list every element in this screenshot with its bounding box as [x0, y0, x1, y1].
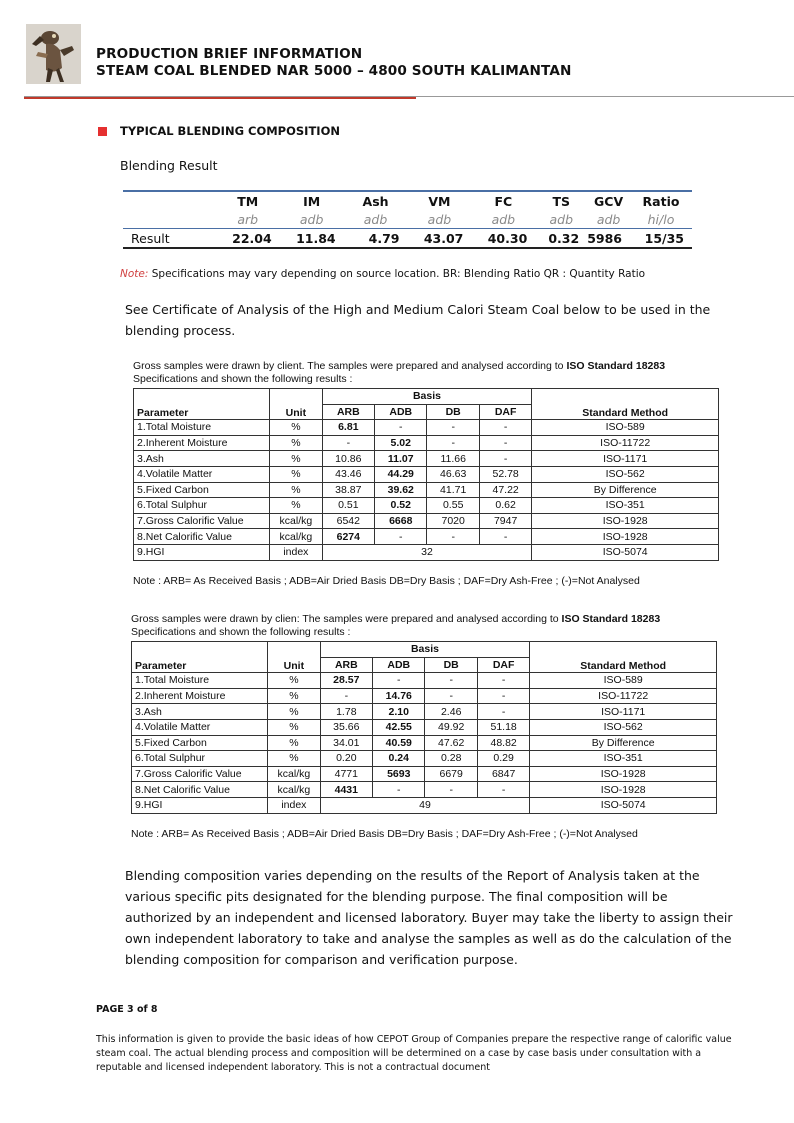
parameter-cell: 1.Total Moisture [134, 420, 270, 436]
value-cell: 28.57 [320, 673, 372, 689]
value-cell: 0.32 [535, 229, 587, 249]
specification-note [120, 268, 645, 280]
method-cell: ISO-1171 [530, 704, 717, 720]
value-cell: 40.59 [373, 735, 425, 751]
value-cell: 40.30 [471, 229, 535, 249]
parameter-cell: 3.Ash [134, 451, 270, 467]
header-cell: Ash [344, 191, 408, 210]
unit-cell: % [270, 435, 322, 451]
value-cell: - [427, 529, 479, 545]
value-cell: 32 [322, 544, 532, 560]
value-cell: 34.01 [320, 735, 372, 751]
value-cell: 0.62 [479, 498, 531, 514]
value-cell: - [322, 435, 374, 451]
value-cell: 46.63 [427, 466, 479, 482]
table-row [134, 498, 719, 514]
method-header: Standard Method [530, 642, 717, 673]
value-cell: - [373, 782, 425, 798]
unit-cell: adb [535, 210, 587, 229]
certificate-header-row [134, 389, 719, 405]
table-row [134, 435, 719, 451]
value-cell: 42.55 [373, 719, 425, 735]
value-cell: 11.07 [375, 451, 427, 467]
unit-cell: adb [587, 210, 630, 229]
method-cell: ISO-562 [530, 719, 717, 735]
parameter-header: Parameter [134, 389, 270, 420]
table-row [132, 704, 717, 720]
table-row [134, 513, 719, 529]
table-row-hgi [134, 544, 719, 560]
unit-cell: % [268, 704, 320, 720]
value-cell: 7947 [479, 513, 531, 529]
method-cell: ISO-5074 [530, 797, 717, 813]
table-row [132, 688, 717, 704]
unit-cell: % [270, 466, 322, 482]
value-cell: 0.28 [425, 751, 477, 767]
table-row [134, 420, 719, 436]
header-cell: Ratio [630, 191, 692, 210]
value-cell: 6542 [322, 513, 374, 529]
parameter-cell: 9.HGI [132, 797, 268, 813]
unit-cell: % [268, 688, 320, 704]
parameter-cell: 6.Total Sulphur [132, 751, 268, 767]
blank-cell [123, 191, 216, 210]
header-accent-divider [24, 97, 416, 99]
certificate-table [133, 388, 719, 561]
parameter-cell: 4.Volatile Matter [132, 719, 268, 735]
table-row [132, 735, 717, 751]
unit-cell: adb [280, 210, 344, 229]
value-cell: 49 [320, 797, 530, 813]
caption-standard: ISO Standard 18283 [561, 613, 661, 625]
table-row [132, 782, 717, 798]
unit-cell: adb [407, 210, 471, 229]
caption-standard: ISO Standard 18283 [566, 360, 666, 372]
value-cell: 0.24 [373, 751, 425, 767]
value-cell: 0.29 [477, 751, 529, 767]
blank-cell [123, 210, 216, 229]
method-cell: ISO-351 [530, 751, 717, 767]
value-cell: 35.66 [320, 719, 372, 735]
value-cell: 2.10 [373, 704, 425, 720]
value-cell: 41.71 [427, 482, 479, 498]
value-cell: - [425, 673, 477, 689]
header-title-line2: STEAM COAL BLENDED NAR 5000 – 4800 SOUTH KALIMANTAN [96, 63, 572, 79]
table-row [134, 451, 719, 467]
basis-header: Basis [322, 389, 532, 405]
value-cell: 5986 [587, 229, 630, 249]
parameter-cell: 1.Total Moisture [132, 673, 268, 689]
value-cell: 6.81 [322, 420, 374, 436]
unit-cell: hi/lo [630, 210, 692, 229]
method-header: Standard Method [532, 389, 719, 420]
method-cell: ISO-589 [530, 673, 717, 689]
method-cell: ISO-5074 [532, 544, 719, 560]
unit-cell: kcal/kg [268, 782, 320, 798]
certificate-footnote: Note : ARB= As Received Basis ; ADB=Air Dried Basis DB=Dry Basis ; DAF=Dry Ash-Free ; (-)=Not Analysed [133, 574, 640, 587]
value-cell: - [477, 673, 529, 689]
method-cell: ISO-1171 [532, 451, 719, 467]
value-cell: - [427, 435, 479, 451]
unit-cell: % [268, 673, 320, 689]
unit-cell: kcal/kg [270, 513, 322, 529]
value-cell: 43.46 [322, 466, 374, 482]
certificate-footnote: Note : ARB= As Received Basis ; ADB=Air Dried Basis DB=Dry Basis ; DAF=Dry Ash-Free ; (-)=Not Analysed [131, 827, 638, 840]
caption-text: Gross samples were drawn by client. The samples were prepared and analysed according to [133, 360, 567, 372]
value-cell: 0.55 [427, 498, 479, 514]
unit-cell: adb [471, 210, 535, 229]
value-cell: - [479, 529, 531, 545]
value-cell: 52.78 [479, 466, 531, 482]
parameter-header: Parameter [132, 642, 268, 673]
value-cell: 38.87 [322, 482, 374, 498]
value-cell: 47.22 [479, 482, 531, 498]
basis-cell: DAF [479, 404, 531, 420]
row-label: Result [123, 229, 216, 249]
blending-result-label: Blending Result [120, 158, 218, 173]
value-cell: 15/35 [630, 229, 692, 249]
value-cell: 4.79 [344, 229, 408, 249]
header-cell: FC [471, 191, 535, 210]
value-cell: 5693 [373, 766, 425, 782]
value-cell: 43.07 [407, 229, 471, 249]
section-bullet-icon [98, 127, 107, 136]
value-cell: 39.62 [375, 482, 427, 498]
header-cell: IM [280, 191, 344, 210]
value-cell: 11.66 [427, 451, 479, 467]
value-cell: 5.02 [375, 435, 427, 451]
value-cell: 0.52 [375, 498, 427, 514]
parameter-cell: 5.Fixed Carbon [132, 735, 268, 751]
value-cell: 4771 [320, 766, 372, 782]
unit-cell: kcal/kg [268, 766, 320, 782]
table-row [134, 529, 719, 545]
unit-cell: % [270, 498, 322, 514]
value-cell: 7020 [427, 513, 479, 529]
unit-cell: % [270, 451, 322, 467]
value-cell: - [375, 529, 427, 545]
parameter-cell: 2.Inherent Moisture [132, 688, 268, 704]
blending-units-row [123, 210, 692, 229]
basis-cell: ARB [322, 404, 374, 420]
value-cell: 1.78 [320, 704, 372, 720]
method-cell: By Difference [530, 735, 717, 751]
intro-paragraph: See Certificate of Analysis of the High and Medium Calori Steam Coal below to be used in the blending process. [125, 302, 711, 338]
table-row [132, 751, 717, 767]
value-cell: - [375, 420, 427, 436]
table-row [132, 673, 717, 689]
value-cell: 4431 [320, 782, 372, 798]
value-cell: 6668 [375, 513, 427, 529]
parameter-cell: 7.Gross Calorific Value [132, 766, 268, 782]
basis-cell: ARB [320, 657, 372, 673]
company-logo [26, 24, 81, 84]
basis-cell: DAF [477, 657, 529, 673]
parameter-cell: 6.Total Sulphur [134, 498, 270, 514]
certificate-header-row [132, 642, 717, 658]
basis-cell: DB [427, 404, 479, 420]
value-cell: 47.62 [425, 735, 477, 751]
value-cell: 14.76 [373, 688, 425, 704]
certificate-table [131, 641, 717, 814]
note-prefix: Note: [120, 268, 149, 280]
value-cell: - [425, 782, 477, 798]
table-row-hgi [132, 797, 717, 813]
unit-cell: kcal/kg [270, 529, 322, 545]
value-cell: - [477, 782, 529, 798]
value-cell: - [477, 688, 529, 704]
value-cell: - [427, 420, 479, 436]
basis-cell: ADB [375, 404, 427, 420]
value-cell: - [373, 673, 425, 689]
header-cell: GCV [587, 191, 630, 210]
parameter-cell: 2.Inherent Moisture [134, 435, 270, 451]
table-row [134, 482, 719, 498]
table-row [132, 719, 717, 735]
unit-cell: % [268, 751, 320, 767]
parameter-cell: 5.Fixed Carbon [134, 482, 270, 498]
blending-result-row [123, 229, 692, 249]
value-cell: 6847 [477, 766, 529, 782]
value-cell: 6679 [425, 766, 477, 782]
note-text: Specifications may vary depending on source location. BR: Blending Ratio QR : Quantity Ratio [148, 268, 646, 280]
basis-cell: ADB [373, 657, 425, 673]
header-cell: VM [407, 191, 471, 210]
blending-result-table [123, 190, 692, 249]
method-cell: ISO-1928 [532, 529, 719, 545]
value-cell: - [479, 435, 531, 451]
certificate-caption-line2: Specifications and shown the following results : [133, 373, 353, 385]
value-cell: - [425, 688, 477, 704]
unit-cell: index [268, 797, 320, 813]
parameter-cell: 9.HGI [134, 544, 270, 560]
certificate-medium-calori [131, 613, 717, 840]
method-cell: ISO-1928 [530, 766, 717, 782]
value-cell: 6274 [322, 529, 374, 545]
value-cell: 0.20 [320, 751, 372, 767]
disclaimer-text: This information is given to provide the basic ideas of how CEPOT Group of Companies prepare the respective range of calorific value steam coal. The actual blending process and composition will be determined on a case by case basis under consultation with a reputable and licensed independent laboratory. This is not a contractual document [96, 1034, 732, 1073]
unit-header: Unit [270, 389, 322, 420]
composition-paragraph: Blending composition varies depending on the results of the Report of Analysis taken at the various specific pits designated for the blending purpose. The final composition will be authorized by an independent and licensed laboratory. Buyer may take the liberty to assign their own independent laboratory to take and analyse the samples as well as do the calculation of the blending composition for comparison and verification purpose. [125, 868, 733, 967]
unit-cell: % [270, 482, 322, 498]
certificate-caption-line2: Specifications and shown the following results : [131, 626, 351, 638]
basis-cell: DB [425, 657, 477, 673]
method-cell: ISO-1928 [530, 782, 717, 798]
blending-header-row [123, 191, 692, 210]
value-cell: 49.92 [425, 719, 477, 735]
header-cell: TM [216, 191, 280, 210]
unit-cell: index [270, 544, 322, 560]
method-cell: ISO-589 [532, 420, 719, 436]
caption-text: Gross samples were drawn by clien: The samples were prepared and analysed according to [131, 613, 562, 625]
method-cell: ISO-351 [532, 498, 719, 514]
header-title-line1: PRODUCTION BRIEF INFORMATION [96, 46, 363, 62]
value-cell: 0.51 [322, 498, 374, 514]
table-row [134, 466, 719, 482]
method-cell: ISO-11722 [530, 688, 717, 704]
value-cell: 2.46 [425, 704, 477, 720]
parameter-cell: 8.Net Calorific Value [132, 782, 268, 798]
value-cell: 44.29 [375, 466, 427, 482]
section-title: TYPICAL BLENDING COMPOSITION [120, 124, 340, 138]
wayang-figure-icon [26, 24, 81, 84]
unit-cell: % [270, 420, 322, 436]
unit-cell: % [268, 735, 320, 751]
value-cell: 10.86 [322, 451, 374, 467]
certificate-high-calori [133, 360, 719, 587]
value-cell: 22.04 [216, 229, 280, 249]
unit-cell: % [268, 719, 320, 735]
parameter-cell: 4.Volatile Matter [134, 466, 270, 482]
value-cell: - [320, 688, 372, 704]
certificate-caption [133, 360, 719, 373]
method-cell: By Difference [532, 482, 719, 498]
table-row [132, 766, 717, 782]
unit-cell: adb [344, 210, 408, 229]
value-cell: 11.84 [280, 229, 344, 249]
method-cell: ISO-562 [532, 466, 719, 482]
page-number: PAGE 3 of 8 [96, 1004, 158, 1015]
value-cell: - [479, 451, 531, 467]
method-cell: ISO-11722 [532, 435, 719, 451]
value-cell: - [477, 704, 529, 720]
basis-header: Basis [320, 642, 530, 658]
unit-cell: arb [216, 210, 280, 229]
method-cell: ISO-1928 [532, 513, 719, 529]
value-cell: 51.18 [477, 719, 529, 735]
certificate-caption [131, 613, 717, 626]
value-cell: - [479, 420, 531, 436]
parameter-cell: 7.Gross Calorific Value [134, 513, 270, 529]
parameter-cell: 3.Ash [132, 704, 268, 720]
value-cell: 48.82 [477, 735, 529, 751]
parameter-cell: 8.Net Calorific Value [134, 529, 270, 545]
header-cell: TS [535, 191, 587, 210]
unit-header: Unit [268, 642, 320, 673]
